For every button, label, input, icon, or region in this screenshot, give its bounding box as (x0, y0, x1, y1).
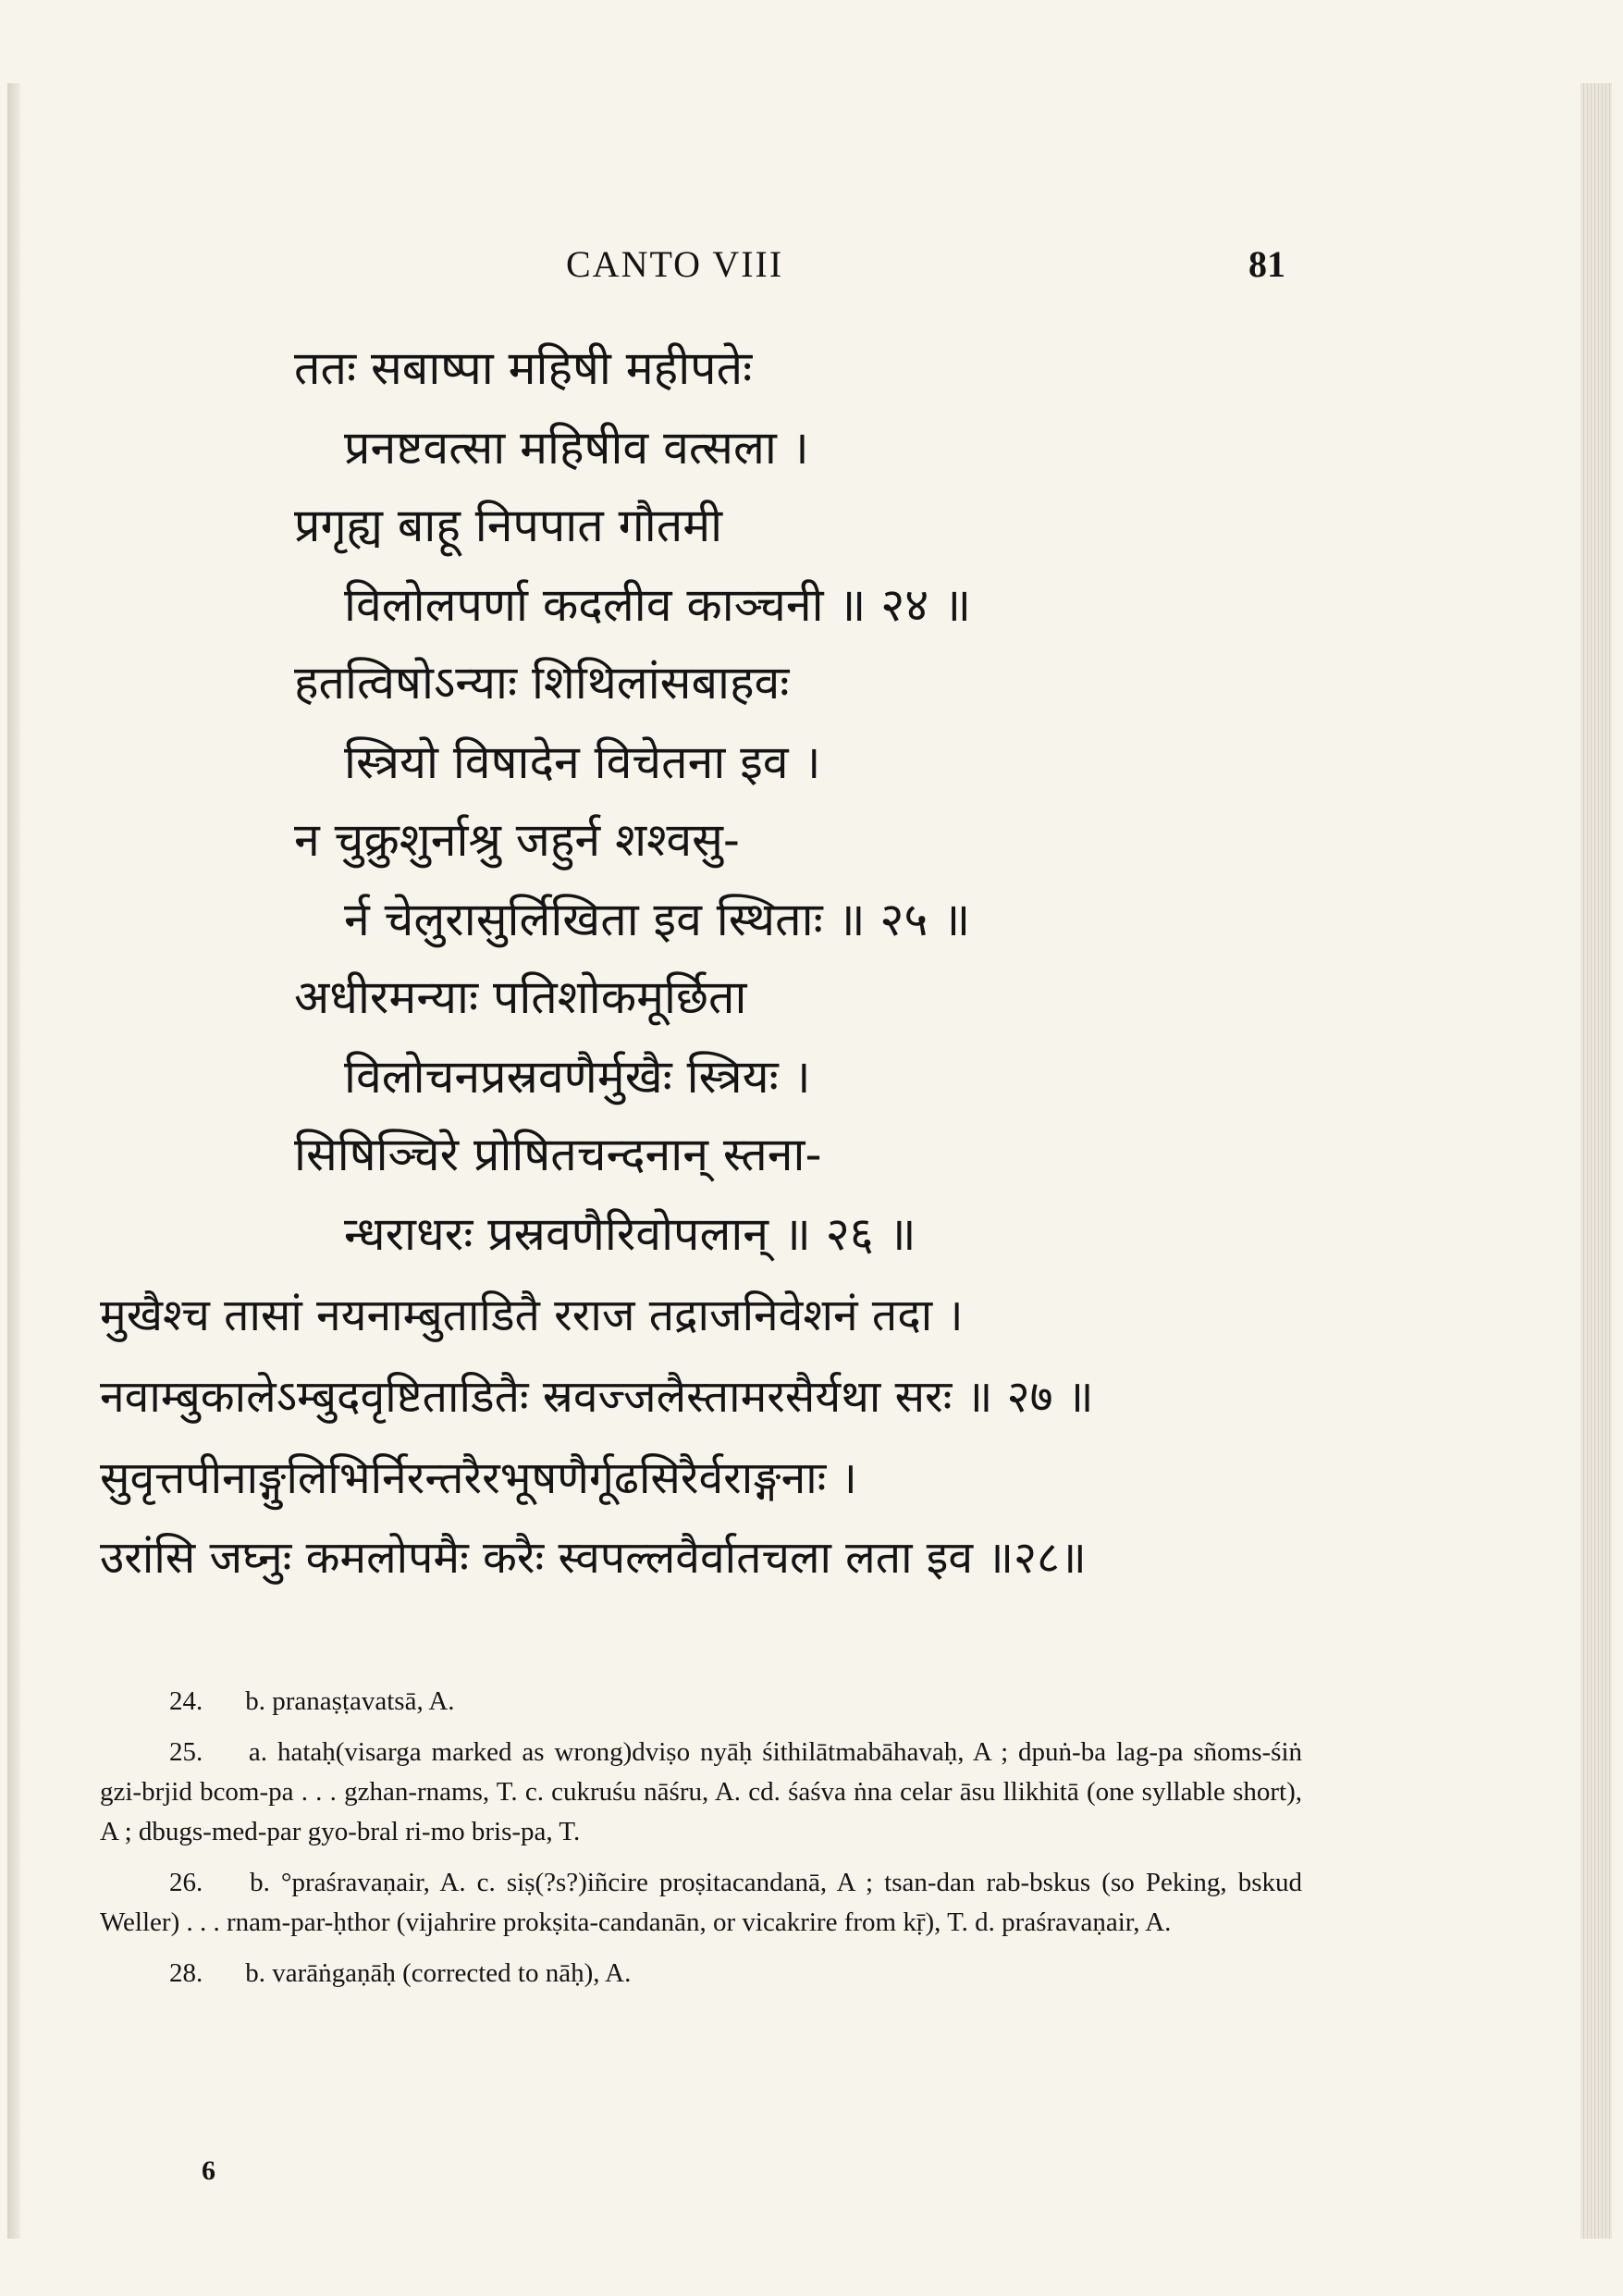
verse-line: न्धराधरः प्रस्रवणैरिवोपलान् ॥ २६ ॥ (344, 1207, 916, 1261)
verse-line: प्रनष्टवत्सा महिषीव वत्सला । (344, 421, 809, 475)
footnote-text: b. pranaṣṭavatsā, A. (245, 1686, 455, 1716)
verse-line: नवाम्बुकालेऽम्बुदवृष्टिताडितैः स्रवज्जलैस्तामरसैर्यथा सरः ॥ २७ ॥ (100, 1371, 1094, 1423)
page-edge-left (7, 83, 20, 2239)
footnote-text: b. varāṅgaṇāḥ (corrected to nāḥ), A. (245, 1958, 632, 1988)
verse-line: विलोचनप्रस्रवणैर्मुखैः स्त्रियः । (344, 1050, 811, 1104)
footnote-number: 28. (169, 1958, 203, 1988)
running-title: CANTO VIII (566, 243, 784, 285)
footnote (100, 1954, 1302, 1994)
page-edge-right (1580, 83, 1612, 2239)
footnote (100, 1863, 1302, 1943)
verse-line: हतत्विषोऽन्याः शिथिलांसबाहवः (294, 656, 790, 710)
footnote (100, 1733, 1302, 1852)
verse-line: स्त्रियो विषादेन विचेतना इव । (344, 735, 821, 789)
footnote-number: 26. (169, 1868, 203, 1897)
verse-line: सिषिञ्चिरे प्रोषितचन्दनान् स्तना- (294, 1128, 822, 1181)
verse-line: मुखैश्च तासां नयनाम्बुताडितै रराज तद्राजनिवेशनं तदा । (100, 1290, 964, 1341)
verse-line: प्रगृह्य बाहू निपपात गौतमी (294, 499, 723, 552)
verse-line: र्न चेलुरासुर्लिखिता इव स्थिताः ॥ २५ ॥ (344, 893, 971, 946)
page-number: 81 (1248, 243, 1285, 285)
verse-line: सुवृत्तपीनाङ्गुलिभिर्निरन्तरैरभूषणैर्गूढसिरैर्वराङ्गनाः । (100, 1452, 857, 1504)
footnote-number: 24. (169, 1686, 203, 1716)
verse-line: अधीरमन्याः पतिशोकमूर्छिता (294, 970, 747, 1024)
footnote (100, 1682, 1302, 1722)
footnotes (100, 1682, 1302, 2005)
footnote-number: 25. (169, 1737, 203, 1767)
verse-line: न चुक्रुशुर्नाश्रु जहुर्न शश्वसु- (294, 813, 740, 867)
page-header (0, 242, 1623, 289)
footnote-text: b. °praśravaṇair, A. c. siṣ(?s?)iñcire proṣitacandanā, A ; tsan-dan rab-bskus (so Peking, bskud Weller) . . . rnam-par-ḥthor (vijahrire prokṣita-candanān, or vicakrire from kṝ), T. d. praśravaṇair, A. (100, 1868, 1302, 1937)
verse-line: विलोलपर्णा कदलीव काञ्चनी ॥ २४ ॥ (344, 578, 972, 632)
verse-line: ततः सबाष्पा महिषी महीपतेः (294, 341, 753, 395)
footnote-text: a. hataḥ(visarga marked as wrong)dviṣo nyāḥ śithilātmabāhavaḥ, A ; dpuṅ-ba lag-pa sñoms-śiṅ gzi-brjid bcom-pa . . . gzhan-rnams, T. c. cukruśu nāśru, A. cd. śaśva ṅna celar āsu llikhitā (one syllable short), A ; dbugs-med-par gyo-bral ri-mo bris-pa, T. (100, 1737, 1302, 1846)
signature-mark: 6 (202, 2155, 215, 2186)
verse-line: उरांसि जघ्नुः कमलोपमैः करैः स्वपल्लवैर्वातचला लता इव ॥२८॥ (100, 1532, 1087, 1584)
